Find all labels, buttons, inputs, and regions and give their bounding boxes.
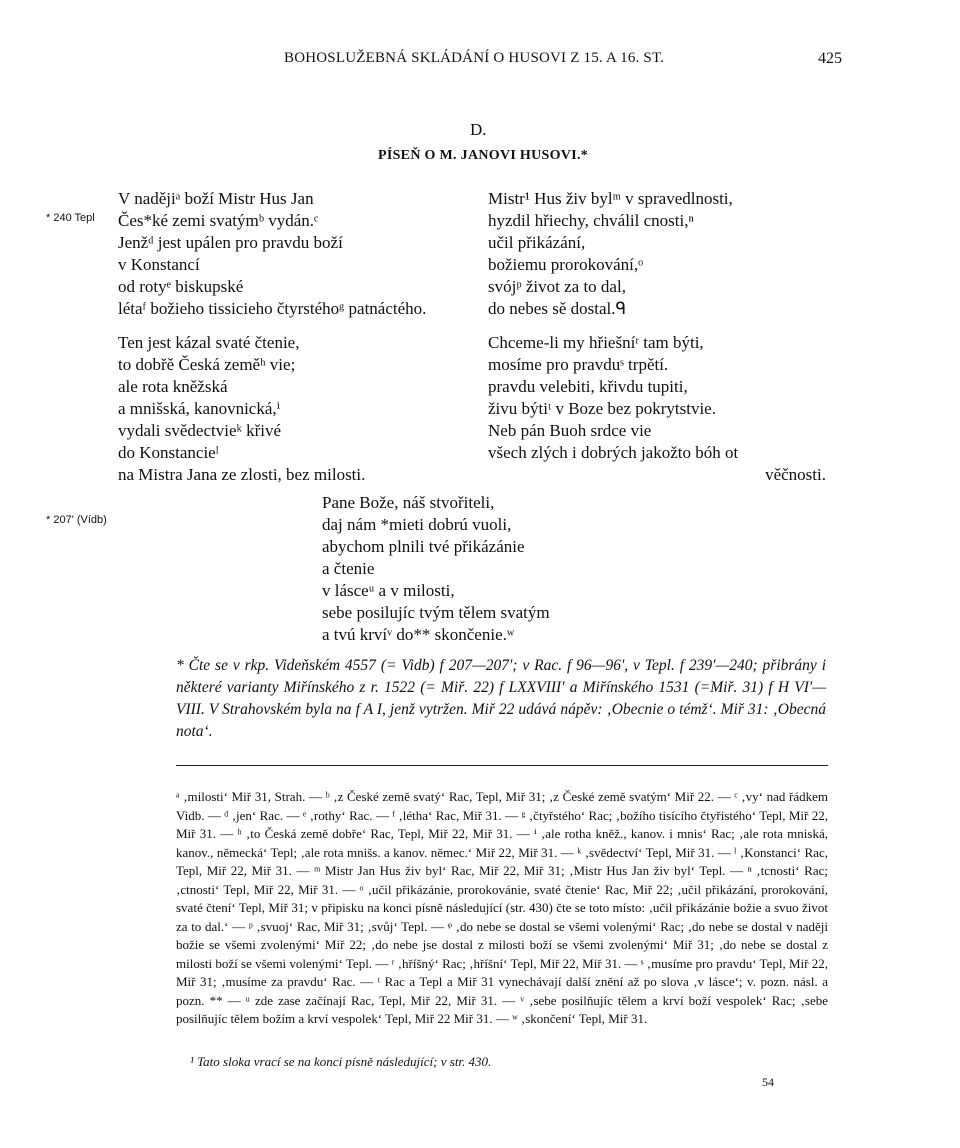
verse-line: všech zlých i dobrých jakožto bóh ot [488,443,739,462]
verse-line: do Konstancieˡ [118,443,219,462]
footnote-divider [176,765,828,766]
verse-line: božiemu prorokování,ᵒ [488,255,644,274]
verse-line: a mnišská, kanovnická,ⁱ [118,399,281,418]
verse-line: Ten jest kázal svaté čtenie, [118,333,300,352]
stanza-5 [322,492,550,646]
verse-line: abychom plnili tvé přikázánie [322,537,525,556]
verse-line: Čes*ké zemi svatýmᵇ vydán.ᶜ [118,211,319,230]
verse-line: Chceme-li my hřiešníʳ tam býti, [488,333,704,352]
verse-line: od rotyᵉ biskupské [118,277,244,296]
verse-line: učil přikázání, [488,233,586,252]
critical-apparatus: ᵃ ‚milosti‘ Miř 31, Strah. — ᵇ ‚z České země svatý‘ Rac, Tepl, Miř 31; ‚z České země svatým‘ Miř 22. — ᶜ ‚vy‘ nad řádkem Vidb. — ᵈ ‚jen‘ Rac. — ᵉ ‚rothy‘ Rac. — ᶠ ‚létha‘ Rac, Miř 31. — ᵍ ‚čtyřstého‘ Rac; ‚božího tisícího čtyřistého‘ Tepl, Miř 22, Miř 31. — ʰ ‚to Česká země dobře‘ Rac, Tepl, Miř 22, Miř 31. — ⁱ ‚ale rotha kněž., kanov. i mnis‘ Rac; ‚ale rota mniská, kanov., německá‘ Tepl; ‚ale rota mnišs. a kanov. němec.‘ Miř 22, Miř 31. — ᵏ ‚svědectví‘ Tepl, Miř 31. — ˡ ‚Konstanci‘ Rac, Tepl, Miř 22, Miř 31. — ᵐ Mistr Jan Hus živ byl‘ Rac, Miř 22, Miř 31; ‚Mistr Hus Jan živ byl‘ Tepl. — ⁿ ‚tcnosti‘ Rac; ‚ctnosti‘ Tepl, Miř 22, Miř 31. — ᵒ ‚učil přikázánie, prorokovánie, svaté čtenie‘ Rac, Miř 22; ‚učil přikázání, prorokování, svaté čtení‘ Tepl, Miř 31; v připisku na konci písně následující (str. 430) čte se toto místo: ‚učil přikázánie božie a svuo život za to dal.‘ — ᵖ ‚svuoj‘ Rac, Miř 31; ‚svůj‘ Tepl. — ᵠ ‚do nebe se dostal se všemi volenými‘ Rac; ‚do nebe se dostal v naději božie se všemi zvolenými‘ Miř 22; ‚do nebe jse dostal z milosti boží se všemi zvolenými‘ Miř 31; ‚do nebe se dostal z milosti boží se všemi volenými‘ Tepl. — ʳ ‚hříšný‘ Rac; ‚hříšní‘ Tepl, Miř 22, Miř 31. — ˢ ‚musíme pro pravdu‘ Tepl, Miř 22, Miř 31; ‚musíme za pravdu‘ Rac. — ᵗ Rac a Tepl a Miř 31 vynechávají další znění až po slova ‚v lásce‘; v. pozn. násl. a pozn. ** — ᵘ zde zase začínají Rac, Tepl, Miř 22, Miř 31. — ᵛ ‚sebe posilňujíc tělem a krví boží vespolek‘ Rac; ‚sebe posilňujíc tělem božím a krví vespolek‘ Tepl, Miř 22 Miř 31. — ʷ ‚skončení‘ Tepl, Miř 31. [176,789,828,1026]
verse-line: věčnosti. [765,465,826,484]
verse-line: ale rota kněžská [118,377,228,396]
verse-line: Mistr¹ Hus živ bylᵐ v spravedlnosti, [488,189,733,208]
margin-note-vidb: * 207' (Vídb) [46,514,107,526]
stanza-2 [488,188,733,320]
verse-line: pravdu velebiti, křivdu tupiti, [488,377,688,396]
verse-line: Jenžᵈ jest upálen pro pravdu boží [118,233,343,252]
verse-line: v Konstancí [118,255,200,274]
section-letter: D. [470,120,487,139]
verse-line: v lásceᵘ a v milosti, [322,581,455,600]
verse-line: daj nám *mieti dobrú vuoli, [322,515,512,534]
verse-line: a čtenie [322,559,375,578]
verse-line: mosíme pro pravduˢ trpětí. [488,355,669,374]
verse-line: hyzdil hřiechy, chválil cnosti,ⁿ [488,211,694,230]
verse-line: V nadějiᵃ boží Mistr Hus Jan [118,189,314,208]
margin-note-tepl: * 240 Tepl [46,212,95,224]
verse-line: a tvú krvíᵛ do** skončenie.ʷ [322,625,515,644]
verse-line: svójᵖ život za to dal, [488,277,626,296]
stanza-1 [118,188,426,320]
verse-line: to dobřě Česká zeměʰ vie; [118,355,296,374]
verse-line: živu býtiᵗ v Boze bez pokrytstvie. [488,399,716,418]
verse-line: létaᶠ božieho tissicieho čtyrstéhoᵍ patnáctého. [118,299,427,318]
verse-line: Pane Bože, náš stvořiteli, [322,493,495,512]
footnote: ¹ Tato sloka vrací se na konci písně následující; v str. 430. [190,1054,492,1069]
verse-line: Neb pán Buoh srdce vie [488,421,652,440]
song-title: PÍSEŇ O M. JANOVI HUSOVI.* [378,148,589,163]
editorial-note: * Čte se v rkp. Videňském 4557 (= Vidb) f 207—207'; v Rac. f 96—96', v Tepl. f 239'—240; přibrány i některé varianty Miřínského z r. 1522 (= Miř. 22) f LXXVIII' a Miřínského 1531 (=Miř. 31) f H VI'— VIII. V Strahovském byla na f A I, jenž vytržen. Miř 22 udává nápěv: ‚Obecnie o témž‘. Miř 31: ‚Obecná nota‘. [176,657,826,740]
stanza-4 [488,332,826,486]
running-title: BOHOSLUŽEBNÁ SKLÁDÁNÍ O HUSOVI Z 15. A 16. ST. [284,50,665,66]
page-number: 425 [818,50,842,67]
sheet-number: 54 [762,1075,774,1089]
verse-line: vydali svědectvieᵏ křivé [118,421,282,440]
verse-line: sebe posilujíc tvým tělem svatým [322,603,550,622]
verse-line: na Mistra Jana ze zlosti, bez milosti. [118,465,366,484]
stanza-3 [118,332,365,486]
verse-line: do nebes sě dostal.ᑫ [488,299,627,318]
